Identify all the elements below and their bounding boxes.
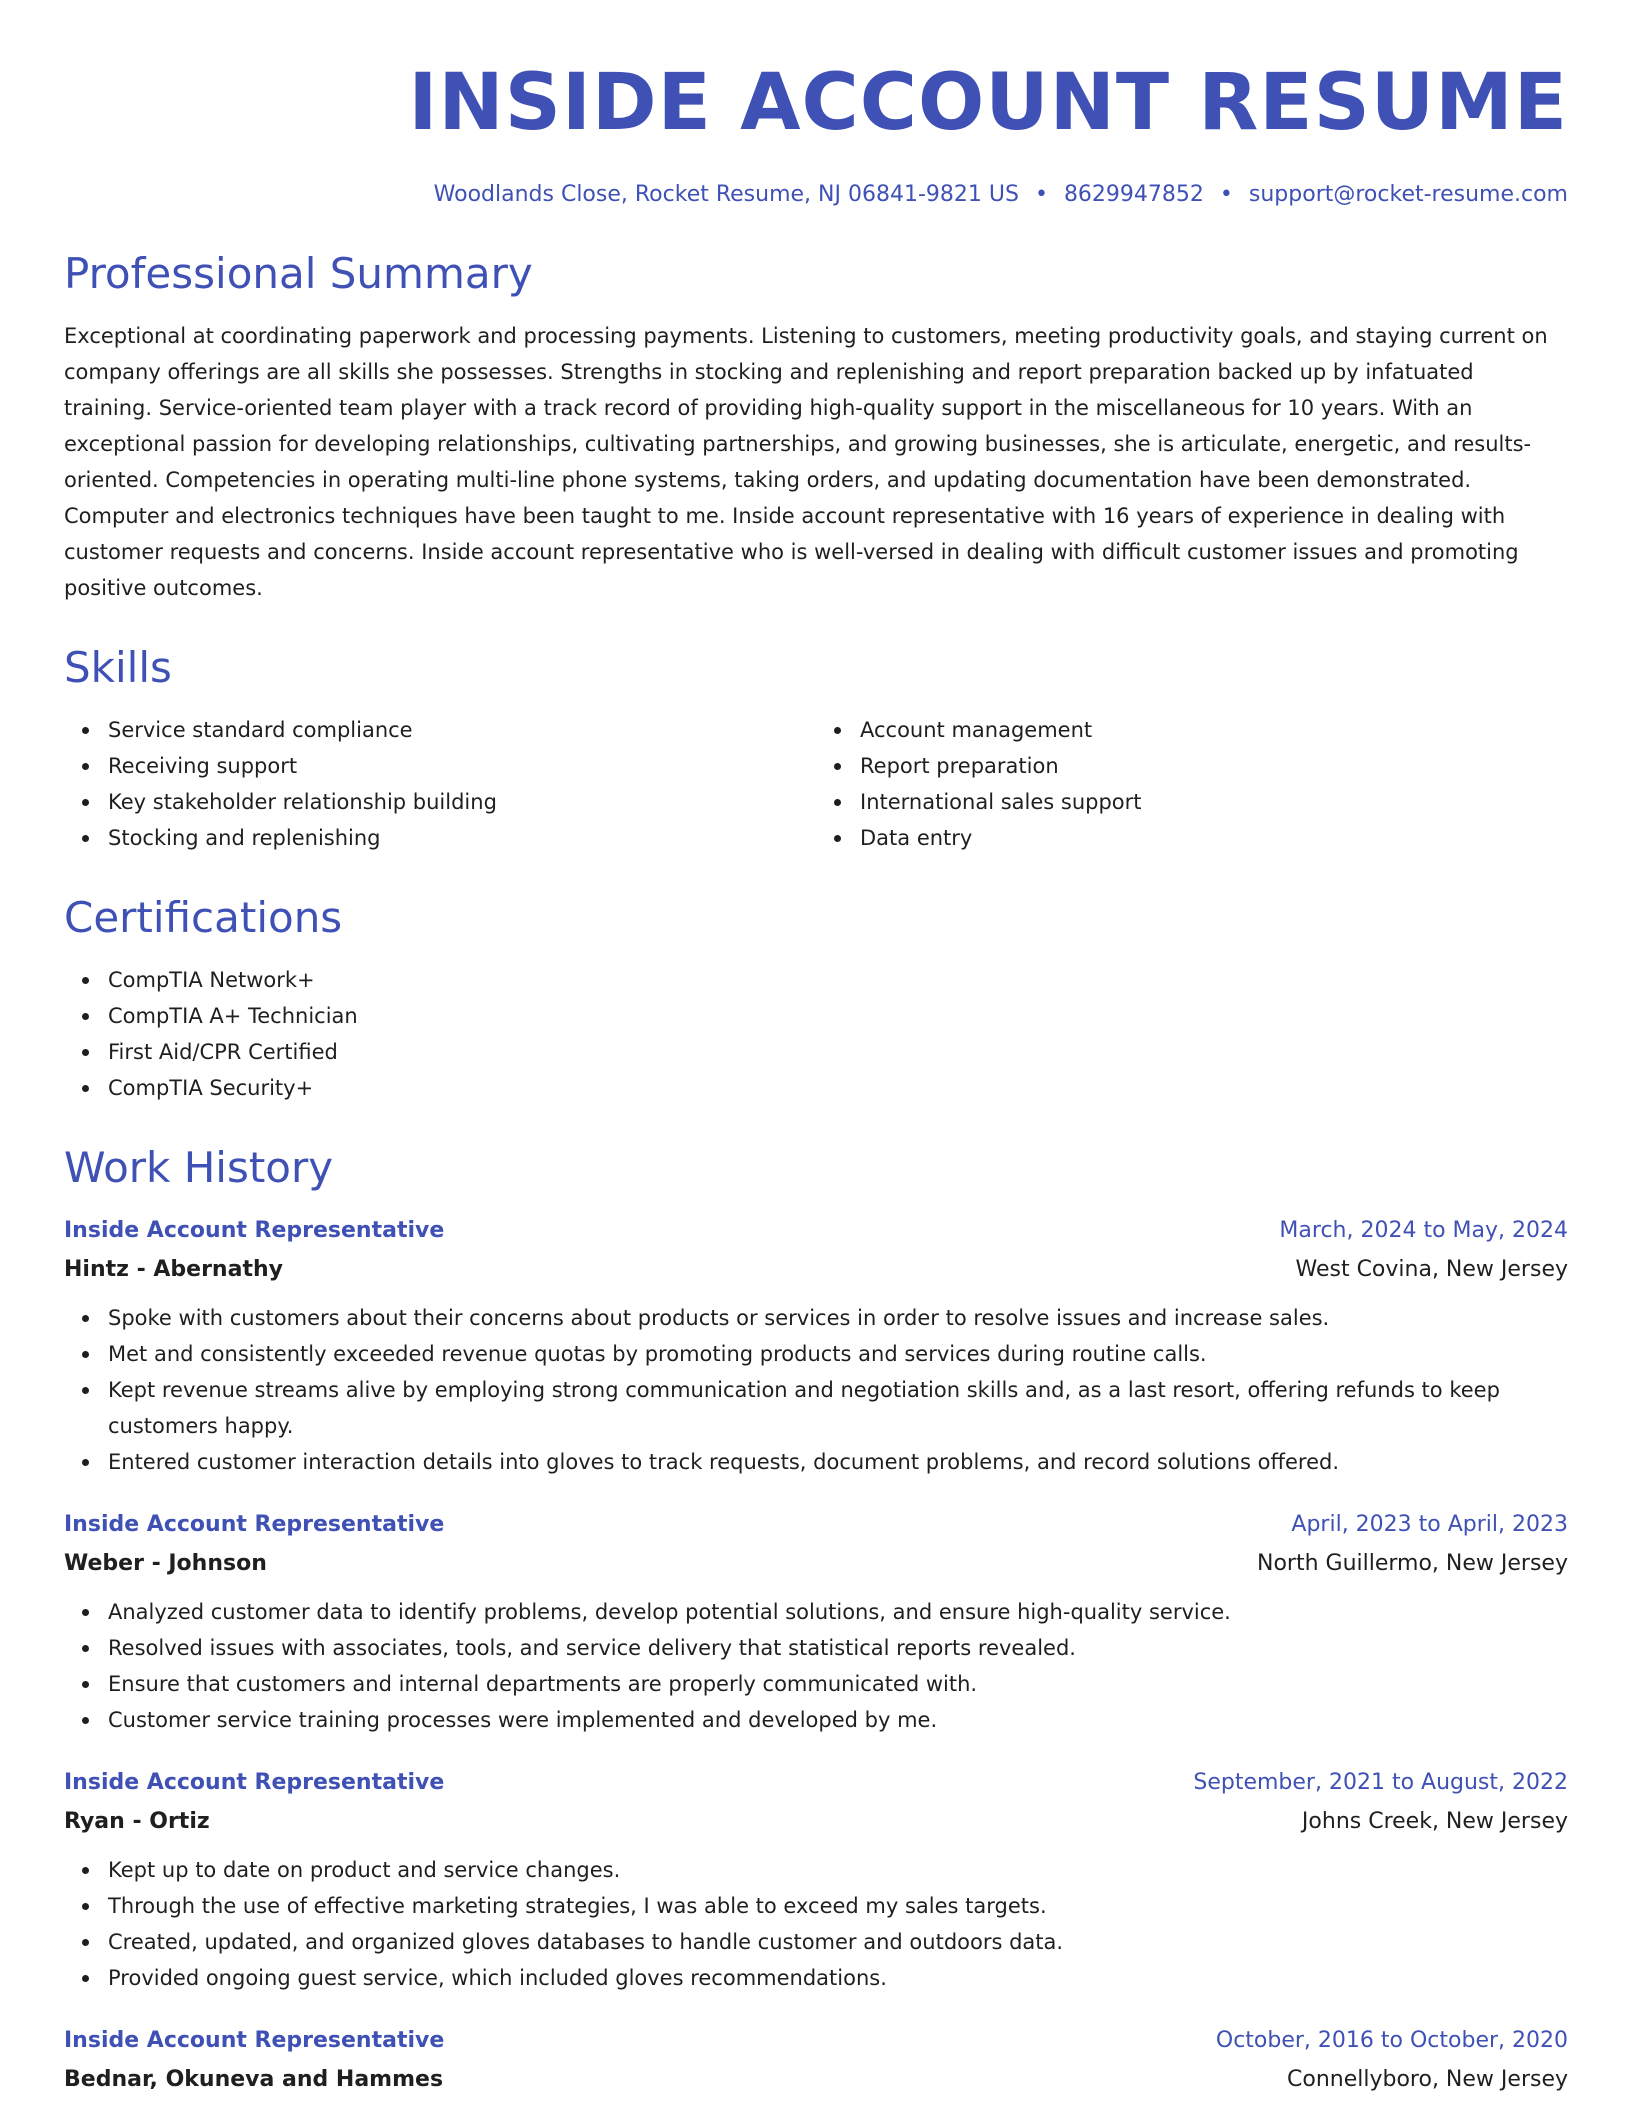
skills-list-right [816,712,1568,856]
contact-separator: • [1219,182,1233,207]
job-bullet: Resolved issues with associates, tools, and service delivery that statistical reports revealed. [64,1630,1568,1666]
contact-line [64,178,1568,212]
job-bullet: Provided ongoing guest service, which included gloves recommendations. [64,1960,1568,1996]
job-company: Ryan - Ortiz [64,1809,210,1834]
job-location: Connellyboro, New Jersey [1287,2067,1568,2092]
resume-title: INSIDE ACCOUNT RESUME [408,58,1568,148]
contact-phone: 8629947852 [1063,182,1204,207]
skill-item: Key stakeholder relationship building [64,784,816,820]
skill-item: Account management [816,712,1568,748]
job-dates: September, 2021 to August, 2022 [1193,1770,1568,1795]
job-entry [64,1764,1568,1996]
summary-heading: Professional Summary [64,249,533,298]
job-dates: March, 2024 to May, 2024 [1279,1218,1568,1243]
job-bullet: Ensure that customers and internal departments are properly communicated with. [64,1666,1568,1702]
job-bullet: Customer service training processes were implemented and developed by me. [64,1702,1568,1738]
job-bullet: Through the use of effective marketing strategies, I was able to exceed my sales targets. [64,1888,1568,1924]
skills-list-left [64,712,816,856]
skill-item: Stocking and replenishing [64,820,816,856]
skill-item: Report preparation [816,748,1568,784]
job-title: Inside Account Representative [64,2028,445,2053]
job-title: Inside Account Representative [64,1218,445,1243]
job-location: Johns Creek, New Jersey [1301,1809,1568,1834]
job-bullet: Analyzed customer data to identify problems, develop potential solutions, and ensure high-quality service. [64,1594,1568,1630]
job-location: North Guillermo, New Jersey [1257,1551,1568,1576]
skill-item: Receiving support [64,748,816,784]
job-location: West Covina, New Jersey [1295,1257,1568,1282]
skills-heading: Skills [64,643,172,692]
skill-item: International sales support [816,784,1568,820]
certification-item: CompTIA Security+ [64,1070,1568,1106]
job-bullets [64,1852,1568,1996]
job-entry [64,1212,1568,1480]
job-company: Weber - Johnson [64,1551,267,1576]
job-bullet: Spoke with customers about their concerns about products or services in order to resolve issues and increase sales. [64,1300,1568,1336]
skill-item: Data entry [816,820,1568,856]
job-company: Hintz - Abernathy [64,1257,283,1282]
job-bullet: Entered customer interaction details into gloves to track requests, document problems, and record solutions offered. [64,1444,1568,1480]
job-bullets [64,1594,1568,1738]
job-bullets [64,1300,1568,1480]
skill-item: Service standard compliance [64,712,816,748]
job-entry [64,2022,1568,2100]
certification-item: CompTIA Network+ [64,962,1568,998]
job-bullet: Met and consistently exceeded revenue quotas by promoting products and services during routine calls. [64,1336,1568,1372]
job-entry [64,1506,1568,1738]
job-bullet: Created, updated, and organized gloves databases to handle customer and outdoors data. [64,1924,1568,1960]
contact-email: support@rocket-resume.com [1248,182,1568,207]
job-bullet: Kept revenue streams alive by employing strong communication and negotiation skills and, as a last resort, offering refunds to keep customers happy. [64,1372,1568,1444]
job-bullet: Kept up to date on product and service changes. [64,1852,1568,1888]
summary-text: Exceptional at coordinating paperwork and processing payments. Listening to customers, meeting productivity goals, and staying current on company offerings are all skills she possesses. Strengths in stocking and replenishing and report preparation backed up by infatuated training. Service-oriented team player with a track record of providing high-quality support in the miscellaneous for 10 years. With an exceptional passion for developing relationships, cultivating partnerships, and growing businesses, she is articulate, energetic, and results-oriented. Competencies in operating multi-line phone systems, taking orders, and updating documentation have been demonstrated. Computer and electronics techniques have been taught to me. Inside account representative with 16 years of experience in dealing with customer requests and concerns. Inside account representative who is well-versed in dealing with difficult customer issues and promoting positive outcomes. [64,324,1548,600]
certifications-heading: Certifications [64,893,343,942]
job-dates: October, 2016 to October, 2020 [1215,2028,1568,2053]
skills-grid [64,712,1568,856]
contact-address: Woodlands Close, Rocket Resume, NJ 06841-9821 US [433,182,1019,207]
work-history-heading: Work History [64,1143,334,1192]
job-title: Inside Account Representative [64,1770,445,1795]
job-title: Inside Account Representative [64,1512,445,1537]
job-dates: April, 2023 to April, 2023 [1291,1512,1568,1537]
certifications-list [64,962,1568,1106]
job-company: Bednar, Okuneva and Hammes [64,2067,444,2092]
certification-item: CompTIA A+ Technician [64,998,1568,1034]
certification-item: First Aid/CPR Certified [64,1034,1568,1070]
contact-separator: • [1034,182,1048,207]
